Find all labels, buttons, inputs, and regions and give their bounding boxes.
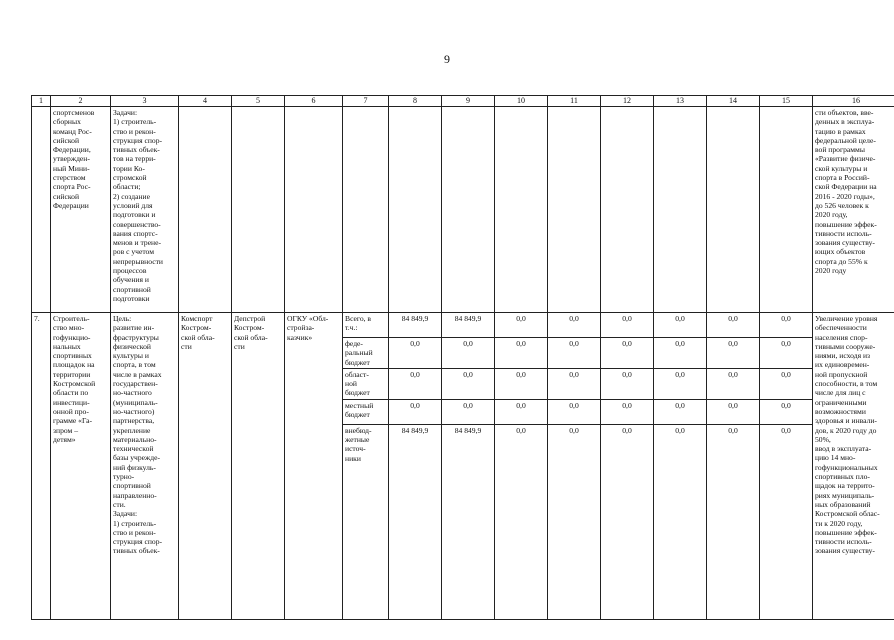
- value-cell: 0,0: [760, 338, 813, 369]
- header-cell: 5: [232, 96, 285, 107]
- value-cell: 0,0: [707, 399, 760, 424]
- header-cell: 4: [179, 96, 232, 107]
- value-cell: 0,0: [442, 338, 495, 369]
- value-cell: 84 849,9: [442, 313, 495, 338]
- value-cell: 0,0: [654, 399, 707, 424]
- value-cell: 0,0: [495, 313, 548, 338]
- page-number: 9: [444, 52, 450, 66]
- value-cell: 84 849,9: [389, 424, 442, 619]
- value-cell: 0,0: [548, 368, 601, 399]
- value-cell: 0,0: [601, 424, 654, 619]
- value-cell: 0,0: [548, 399, 601, 424]
- funding-source-label: внебюд- жетные источ- ники: [343, 424, 389, 619]
- header-cell: 9: [442, 96, 495, 107]
- expected-result-cell: Увеличение уровня обеспеченности населения спор- тивными сооруже- ниями, исходя из их единовремен- ной пропускной способности, в том числе для лиц с ограниченными возможностями здоровья и инвали- дов, к 2020 году до 50%, ввод в эксплуата- цию 14 мно- гофункциональных спортивных пло- щадок на террито- риях муниципаль- ных образований Костромской облас- ти к 2020 году, повышение эффек- тивности исполь- зования существу-: [813, 313, 894, 620]
- header-cell: 7: [343, 96, 389, 107]
- value-cell: 0,0: [654, 368, 707, 399]
- value-cell: 0,0: [495, 368, 548, 399]
- header-cell: 15: [760, 96, 813, 107]
- expected-result-cell: сти объектов, вве- денных в эксплуа- тацию в рамках федеральной целе- вой программы «Развитие физиче- ской культуры и спорта в Россий- ской Федерации на 2016 - 2020 годы», до 526 человек к 2020 году, повышение эффек- тивности исполь- зования существу- ющих объектов спорта до 55% к 2020 году: [813, 107, 894, 313]
- value-cell: 0,0: [707, 338, 760, 369]
- customer-cell: ОГКУ «Обл- стройза- казчик»: [285, 313, 343, 620]
- event-name-cell: Строитель- ство мно- гофункцио- нальных спортивных площадок на территории Костромской области по инвестици- онной про- грамме «Га- зпром – детям»: [51, 313, 111, 620]
- value-cell: 0,0: [760, 399, 813, 424]
- event-name-cell: спортсменов сборных команд Рос- сийской Федерации, утвержден- ный Мини- стерством спорта Рос- сийской Федерации: [51, 107, 111, 313]
- value-cell: 0,0: [548, 313, 601, 338]
- value-cell: 0,0: [707, 313, 760, 338]
- funding-source-label: феде- ральный бюджет: [343, 338, 389, 369]
- value-cell: 0,0: [601, 313, 654, 338]
- header-cell: 3: [111, 96, 179, 107]
- coordinator-cell: Комспорт Костром- ской обла- сти: [179, 313, 232, 620]
- value-cell: 0,0: [601, 399, 654, 424]
- value-cell: 0,0: [601, 368, 654, 399]
- header-cell: 1: [32, 96, 51, 107]
- row-number: 7.: [32, 313, 51, 620]
- value-cell: 0,0: [654, 338, 707, 369]
- header-cell: 14: [707, 96, 760, 107]
- table-row-continued: [32, 107, 894, 313]
- header-cell: 11: [548, 96, 601, 107]
- value-cell: 0,0: [495, 399, 548, 424]
- header-cell: 2: [51, 96, 111, 107]
- value-cell: 0,0: [548, 424, 601, 619]
- value-cell: 0,0: [707, 368, 760, 399]
- value-cell: 0,0: [760, 424, 813, 619]
- value-cell: 0,0: [495, 424, 548, 619]
- value-cell: 0,0: [389, 368, 442, 399]
- value-cell: 0,0: [389, 338, 442, 369]
- value-cell: 0,0: [548, 338, 601, 369]
- value-cell: 0,0: [389, 399, 442, 424]
- header-cell: 8: [389, 96, 442, 107]
- funding-source-label: Всего, в т.ч.:: [343, 313, 389, 338]
- value-cell: 0,0: [654, 313, 707, 338]
- value-cell: 0,0: [442, 368, 495, 399]
- header-cell: 10: [495, 96, 548, 107]
- goal-tasks-cell: Задачи: 1) строитель- ство и рекон- струкция спор- тивных объек- тов на терри- тории Ко- стромской области; 2) создание условий для подготовки и совершенство- вания спортс- менов и трене- ров с учетом непрерывности процессов обучения и спортивной подготовки: [111, 107, 179, 313]
- table-row-7-total: [32, 313, 894, 338]
- header-cell: 16: [813, 96, 894, 107]
- funding-source-label: област- ной бюджет: [343, 368, 389, 399]
- executor-cell: Депстрой Костром- ской обла- сти: [232, 313, 285, 620]
- value-cell: 84 849,9: [389, 313, 442, 338]
- header-cell: 6: [285, 96, 343, 107]
- value-cell: 0,0: [654, 424, 707, 619]
- header-cell: 13: [654, 96, 707, 107]
- value-cell: 84 849,9: [442, 424, 495, 619]
- funding-source-label: местный бюджет: [343, 399, 389, 424]
- value-cell: 0,0: [601, 338, 654, 369]
- header-cell: 12: [601, 96, 654, 107]
- value-cell: 0,0: [707, 424, 760, 619]
- value-cell: 0,0: [442, 399, 495, 424]
- program-table: [31, 95, 894, 620]
- value-cell: 0,0: [760, 368, 813, 399]
- value-cell: 0,0: [495, 338, 548, 369]
- goal-tasks-cell: Цель: развитие ин- фраструктуры физической культуры и спорта, в том числе в рамках государствен- но-частного (муниципаль- но-частного) партнерства, укрепление материально- технической базы учрежде- ний физкуль- турно- спортивной направленно- сти. Задачи: 1) строитель- ство и рекон- струкция спор- тивных объек-: [111, 313, 179, 620]
- value-cell: 0,0: [760, 313, 813, 338]
- header-row: [32, 96, 894, 107]
